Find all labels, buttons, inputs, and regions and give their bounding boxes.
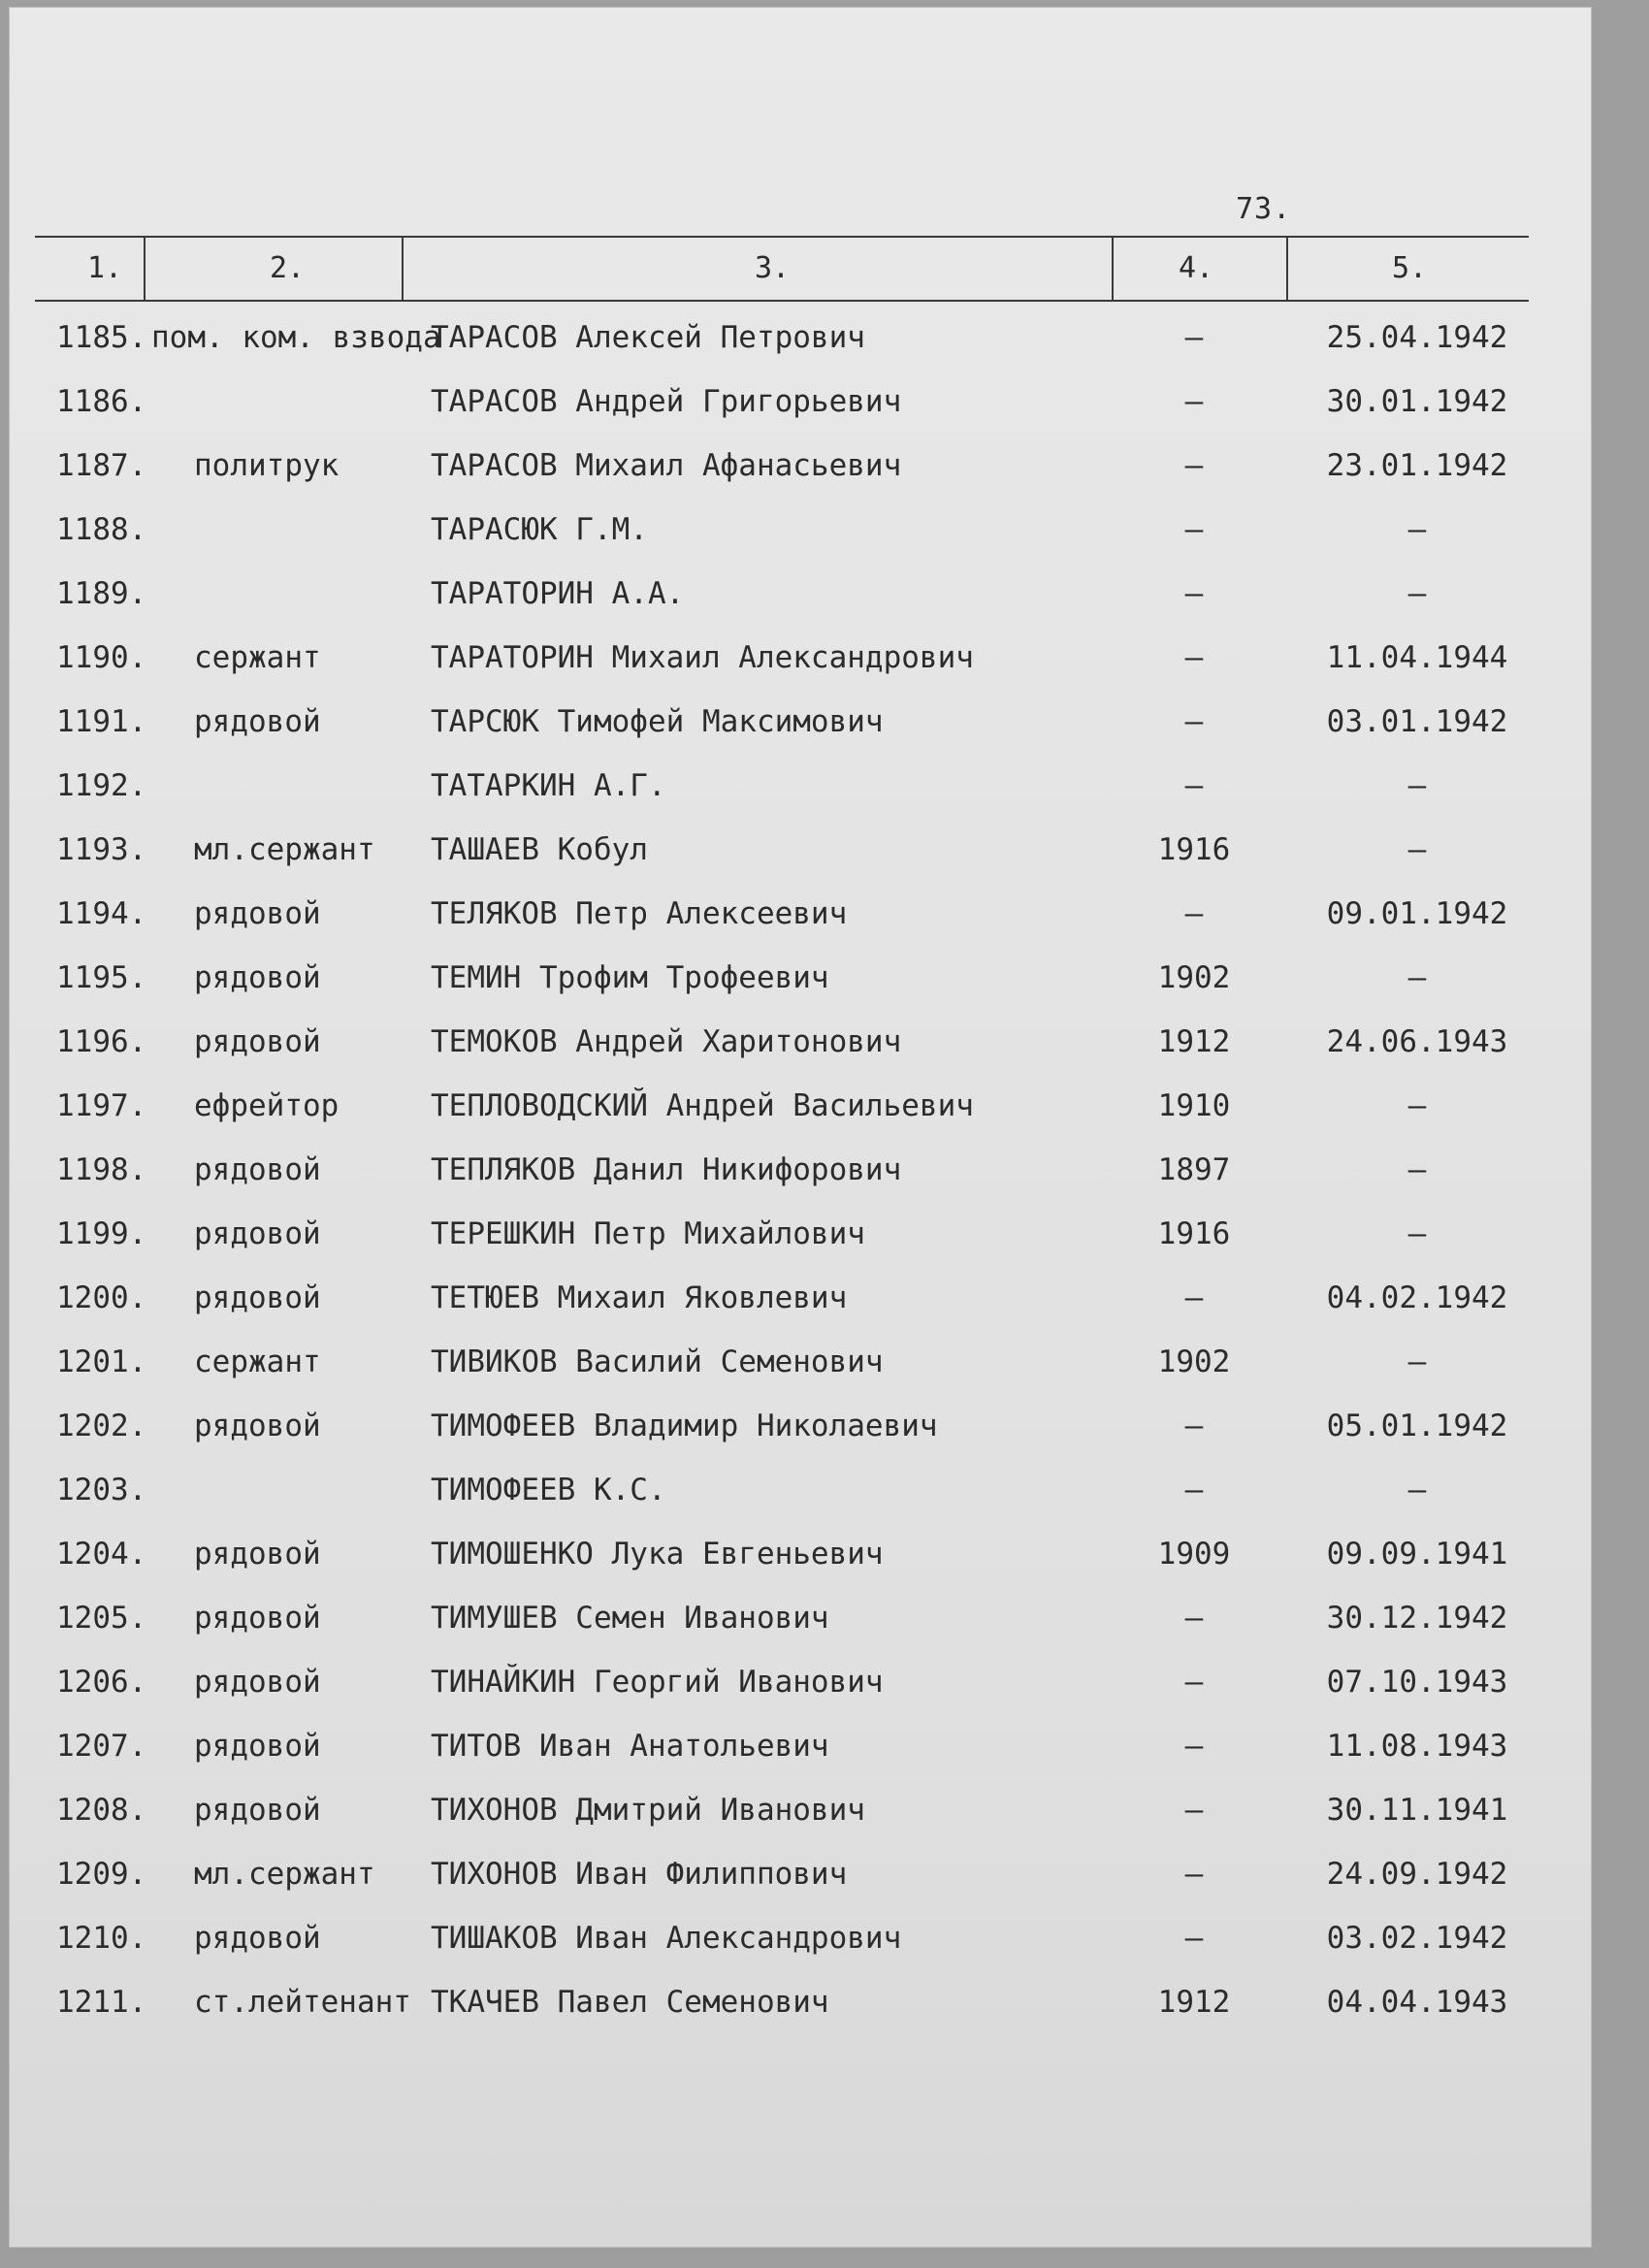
row-number: 1187.	[56, 448, 147, 483]
row-date: –	[1407, 576, 1427, 611]
row-rank: рядовой	[194, 704, 321, 739]
row-number: 1195.	[56, 960, 147, 995]
row-number: 1188.	[56, 512, 147, 547]
row-birth-year: 1909	[1157, 1537, 1231, 1571]
row-date: 11.04.1944	[1326, 640, 1508, 675]
row-rank: рядовой	[194, 1216, 321, 1251]
table-row	[35, 754, 1548, 818]
row-number: 1193.	[56, 832, 147, 867]
table-row	[35, 1522, 1548, 1586]
row-rank: рядовой	[194, 1729, 321, 1764]
row-date: –	[1407, 1473, 1427, 1507]
row-name: ТИМУШЕВ Семен Иванович	[431, 1601, 829, 1636]
row-name: ТЕМОКОВ Андрей Харитонович	[431, 1024, 902, 1059]
row-birth-year: 1902	[1157, 1345, 1231, 1379]
table-row	[35, 690, 1548, 754]
row-birth-year: –	[1184, 1665, 1204, 1700]
row-name: ТЕПЛЯКОВ Данил Никифорович	[431, 1152, 902, 1187]
row-birth-year: –	[1184, 1473, 1204, 1507]
row-date: 03.02.1942	[1326, 1921, 1508, 1956]
row-date: –	[1407, 1216, 1427, 1251]
table-row	[35, 1778, 1548, 1842]
table-row	[35, 1650, 1548, 1714]
row-date: 04.02.1942	[1326, 1280, 1508, 1315]
row-date: –	[1407, 512, 1427, 547]
row-birth-year: 1912	[1157, 1024, 1231, 1059]
row-name: ТИХОНОВ Дмитрий Иванович	[431, 1793, 865, 1828]
row-birth-year: –	[1184, 1857, 1204, 1892]
row-rank: рядовой	[194, 1280, 321, 1315]
row-name: ТАРАСОВ Михаил Афанасьевич	[431, 448, 902, 483]
row-name: ТЕМИН Трофим Трофеевич	[431, 960, 829, 995]
row-rank: сержант	[194, 640, 321, 675]
row-number: 1190.	[56, 640, 147, 675]
row-name: ТИМОШЕНКО Лука Евгеньевич	[431, 1537, 884, 1571]
table-row	[35, 1138, 1548, 1202]
table-row	[35, 1842, 1548, 1906]
row-number: 1203.	[56, 1473, 147, 1507]
row-date: –	[1407, 832, 1427, 867]
row-date: 30.11.1941	[1326, 1793, 1508, 1828]
row-name: ТЕТЮЕВ Михаил Яковлевич	[431, 1280, 848, 1315]
row-birth-year: –	[1184, 1921, 1204, 1956]
row-birth-year: –	[1184, 1601, 1204, 1636]
row-rank: мл.сержант	[194, 832, 375, 867]
table-row	[35, 1266, 1548, 1330]
row-birth-year: 1916	[1157, 832, 1231, 867]
header-col-1: 1.	[86, 251, 123, 285]
page-number: 73.	[1236, 192, 1292, 226]
table-row	[35, 1010, 1548, 1074]
row-number: 1200.	[56, 1280, 147, 1315]
table-row	[35, 946, 1548, 1010]
row-date: –	[1407, 1088, 1427, 1123]
row-name: ТАШАЕВ Кобул	[431, 832, 648, 867]
row-birth-year: –	[1184, 576, 1204, 611]
row-number: 1189.	[56, 576, 147, 611]
table-row	[35, 1394, 1548, 1458]
table-body	[35, 306, 1548, 2034]
row-birth-year: –	[1184, 448, 1204, 483]
table-row	[35, 882, 1548, 946]
table-row	[35, 1330, 1548, 1394]
table-row	[35, 1458, 1548, 1522]
row-date: 30.01.1942	[1326, 384, 1508, 419]
row-rank: рядовой	[194, 1793, 321, 1828]
row-name: ТАРАСЮК Г.М.	[431, 512, 648, 547]
row-name: ТИМОФЕЕВ Владимир Николаевич	[431, 1409, 938, 1443]
row-name: ТАТАРКИН А.Г.	[431, 768, 666, 803]
row-rank: рядовой	[194, 896, 321, 931]
row-number: 1207.	[56, 1729, 147, 1764]
table-row	[35, 498, 1548, 562]
row-rank: мл.сержант	[194, 1857, 375, 1892]
row-birth-year: –	[1184, 896, 1204, 931]
row-rank: рядовой	[194, 960, 321, 995]
document-page	[10, 8, 1591, 2247]
row-date: 23.01.1942	[1326, 448, 1508, 483]
row-name: ТЕЛЯКОВ Петр Алексеевич	[431, 896, 848, 931]
row-rank: рядовой	[194, 1601, 321, 1636]
row-name: ТАРСЮК Тимофей Максимович	[431, 704, 884, 739]
row-birth-year: –	[1184, 768, 1204, 803]
header-col-4: 4.	[1178, 251, 1214, 285]
row-date: 24.09.1942	[1326, 1857, 1508, 1892]
row-birth-year: –	[1184, 1409, 1204, 1443]
row-number: 1199.	[56, 1216, 147, 1251]
header-col-5: 5.	[1391, 251, 1428, 285]
row-birth-year: –	[1184, 1280, 1204, 1315]
table-row	[35, 626, 1548, 690]
row-date: 07.10.1943	[1326, 1665, 1508, 1700]
row-birth-year: –	[1184, 384, 1204, 419]
row-number: 1185.	[56, 320, 147, 355]
row-rank: рядовой	[194, 1024, 321, 1059]
row-number: 1206.	[56, 1665, 147, 1700]
row-number: 1191.	[56, 704, 147, 739]
row-birth-year: –	[1184, 704, 1204, 739]
table-row	[35, 1202, 1548, 1266]
row-rank: рядовой	[194, 1537, 321, 1571]
row-rank: политрук	[194, 448, 340, 483]
row-number: 1186.	[56, 384, 147, 419]
row-number: 1197.	[56, 1088, 147, 1123]
row-date: –	[1407, 960, 1427, 995]
row-number: 1208.	[56, 1793, 147, 1828]
row-rank: рядовой	[194, 1665, 321, 1700]
row-number: 1209.	[56, 1857, 147, 1892]
row-date: 25.04.1942	[1326, 320, 1508, 355]
row-birth-year: –	[1184, 640, 1204, 675]
row-number: 1205.	[56, 1601, 147, 1636]
header-divider	[144, 238, 146, 300]
row-number: 1210.	[56, 1921, 147, 1956]
row-name: ТЕРЕШКИН Петр Михайлович	[431, 1216, 865, 1251]
table-header	[35, 236, 1529, 302]
row-number: 1196.	[56, 1024, 147, 1059]
header-col-3: 3.	[754, 251, 791, 285]
row-number: 1198.	[56, 1152, 147, 1187]
row-date: 03.01.1942	[1326, 704, 1508, 739]
row-date: 24.06.1943	[1326, 1024, 1508, 1059]
row-number: 1192.	[56, 768, 147, 803]
row-date: 09.01.1942	[1326, 896, 1508, 931]
row-date: –	[1407, 768, 1427, 803]
row-rank: ефрейтор	[194, 1088, 340, 1123]
row-birth-year: –	[1184, 1729, 1204, 1764]
row-rank: рядовой	[194, 1152, 321, 1187]
row-date: 11.08.1943	[1326, 1729, 1508, 1764]
table-row	[35, 1970, 1548, 2034]
row-name: ТИШАКОВ Иван Александрович	[431, 1921, 902, 1956]
row-name: ТИВИКОВ Василий Семенович	[431, 1345, 884, 1379]
row-rank: рядовой	[194, 1409, 321, 1443]
row-name: ТАРАТОРИН Михаил Александрович	[431, 640, 974, 675]
row-birth-year: 1912	[1157, 1985, 1231, 2020]
row-name: ТКАЧЕВ Павел Семенович	[431, 1985, 829, 2020]
row-date: 05.01.1942	[1326, 1409, 1508, 1443]
header-col-2: 2.	[269, 251, 306, 285]
row-name: ТИТОВ Иван Анатольевич	[431, 1729, 829, 1764]
row-name: ТЕПЛОВОДСКИЙ Андрей Васильевич	[431, 1088, 974, 1123]
row-birth-year: –	[1184, 320, 1204, 355]
row-birth-year: 1916	[1157, 1216, 1231, 1251]
row-rank: ст.лейтенант	[194, 1985, 411, 2020]
row-rank: пом. ком. взвода	[151, 320, 441, 355]
row-birth-year: –	[1184, 512, 1204, 547]
row-name: ТАРАСОВ Андрей Григорьевич	[431, 384, 902, 419]
table-row	[35, 1906, 1548, 1970]
table-row	[35, 1714, 1548, 1778]
table-row	[35, 1586, 1548, 1650]
row-birth-year: 1897	[1157, 1152, 1231, 1187]
table-row	[35, 306, 1548, 370]
row-rank: сержант	[194, 1345, 321, 1379]
table-row	[35, 818, 1548, 882]
row-name: ТИХОНОВ Иван Филиппович	[431, 1857, 848, 1892]
row-name: ТАРАСОВ Алексей Петрович	[431, 320, 865, 355]
row-number: 1211.	[56, 1985, 147, 2020]
row-name: ТИМОФЕЕВ К.С.	[431, 1473, 666, 1507]
table-row	[35, 434, 1548, 498]
row-number: 1194.	[56, 896, 147, 931]
row-date: 04.04.1943	[1326, 1985, 1508, 2020]
row-rank: рядовой	[194, 1921, 321, 1956]
table-row	[35, 1074, 1548, 1138]
row-number: 1204.	[56, 1537, 147, 1571]
row-birth-year: 1910	[1157, 1088, 1231, 1123]
table-row	[35, 370, 1548, 434]
row-name: ТИНАЙКИН Георгий Иванович	[431, 1665, 884, 1700]
row-birth-year: –	[1184, 1793, 1204, 1828]
row-name: ТАРАТОРИН А.А.	[431, 576, 685, 611]
row-date: –	[1407, 1152, 1427, 1187]
row-date: –	[1407, 1345, 1427, 1379]
row-date: 30.12.1942	[1326, 1601, 1508, 1636]
table-row	[35, 562, 1548, 626]
row-date: 09.09.1941	[1326, 1537, 1508, 1571]
row-number: 1202.	[56, 1409, 147, 1443]
row-number: 1201.	[56, 1345, 147, 1379]
row-birth-year: 1902	[1157, 960, 1231, 995]
